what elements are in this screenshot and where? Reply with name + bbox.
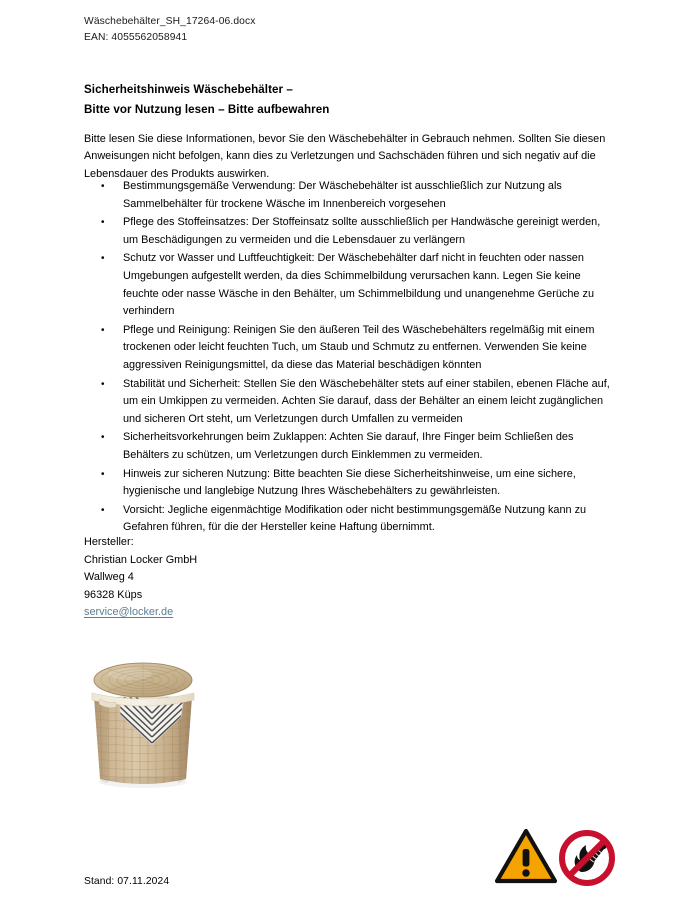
pictogram-row: [495, 828, 617, 890]
product-image: [78, 653, 208, 793]
footer-date: Stand: 07.11.2024: [84, 876, 170, 887]
safety-instructions-list: [84, 178, 612, 538]
manufacturer-street: Wallweg 4: [84, 571, 134, 584]
bullet-marker-icon: •: [101, 432, 105, 444]
intro-paragraph: Bitte lesen Sie diese Informationen, bevor Sie den Wäschebehälter in Gebrauch nehmen. Sollten Sie diesen Anweisungen nicht befolgen, kann dies zu Verletzungen und Sachschäden führen und sich negativ auf die Lebensdauer des Produkts auswirken.: [84, 132, 606, 181]
list-item-text: Schutz vor Wasser und Luftfeuchtigkeit: Der Wäschebehälter darf nicht in feuchten oder nassen Umgebungen aufgestellt werden, da dies Schimmelbildung verursachen kann. Legen Sie keine feuchte oder nasse Wäsche in den Behälter, um Schimmelbildung und unangenehme Gerüche zu verhindern: [123, 252, 595, 318]
list-item: [84, 466, 612, 501]
list-item-text: Vorsicht: Jegliche eigenmächtige Modifikation oder nicht bestimmungsgemäße Nutzung kann zu Gefahren führen, für die der Hersteller keine Haftung übernimmt.: [123, 503, 587, 534]
bullet-marker-icon: •: [101, 504, 105, 516]
no-open-flame-icon: [557, 828, 617, 893]
list-item-text: Pflege des Stoffeinsatzes: Der Stoffeinsatz sollte ausschließlich per Handwäsche gereinigt werden, um Beschädigungen zu vermeiden und die Lebensdauer zu verlängern: [123, 216, 601, 246]
bullet-marker-icon: •: [101, 181, 105, 192]
page-title: [84, 80, 606, 119]
list-item: [84, 376, 612, 429]
manufacturer-label: Hersteller:: [84, 536, 134, 548]
document-header-meta: [84, 14, 255, 45]
list-item-text: Stabilität und Sicherheit: Stellen Sie den Wäschebehälter stets auf einer stabilen, ebenen Fläche auf, um ein Umkippen zu vermeiden. Achten Sie darauf, dass der Behälter an einem leicht zugänglichen und sicheren Ort steht, um Verletzungen durch Umfallen zu vermeiden: [123, 377, 610, 425]
list-item-text: Sicherheitsvorkehrungen beim Zuklappen: Achten Sie darauf, Ihre Finger beim Schließen des Behälters zu schützen, um Verletzungen durch Einklemmen zu vermeiden.: [123, 431, 574, 461]
list-item: [84, 250, 612, 320]
bullet-marker-icon: •: [101, 324, 105, 336]
manufacturer-company: Christian Locker GmbH: [84, 553, 198, 566]
manufacturer-block: [84, 534, 197, 622]
document-ean: EAN: 4055562058941: [84, 31, 188, 43]
list-item: [84, 214, 612, 249]
document-filename: Wäschebehälter_SH_17264-06.docx: [84, 16, 256, 27]
bullet-marker-icon: •: [101, 468, 105, 480]
list-item: [84, 322, 612, 375]
manufacturer-email-link[interactable]: service@locker.de: [84, 606, 174, 619]
page-title-line-2: Bitte vor Nutzung lesen – Bitte aufbewahren: [84, 102, 330, 116]
bullet-marker-icon: •: [101, 217, 105, 229]
bullet-marker-icon: •: [101, 378, 105, 390]
list-item-text: Hinweis zur sicheren Nutzung: Bitte beachten Sie diese Sicherheitshinweise, um eine sichere, hygienische und langlebige Nutzung Ihres Wäschebehälters zu gewährleisten.: [123, 467, 576, 498]
page-title-line-1: Sicherheitshinweis Wäschebehälter –: [84, 83, 293, 96]
list-item: [84, 178, 612, 213]
list-item-text: Pflege und Reinigung: Reinigen Sie den äußeren Teil des Wäschebehälters regelmäßig mit einem trockenen oder leicht feuchten Tuch, um Staub und Schmutz zu entfernen. Verwenden Sie keine aggressiven Reinigungsmittel, da diese das Material beschädigen könnten: [123, 323, 595, 371]
warning-triangle-icon: [495, 828, 557, 891]
bullet-marker-icon: •: [101, 253, 105, 265]
manufacturer-city: 96328 Küps: [84, 588, 143, 601]
list-item: [84, 429, 612, 464]
list-item: [84, 502, 612, 537]
list-item-text: Bestimmungsgemäße Verwendung: Der Wäschebehälter ist ausschließlich zur Nutzung als Sammelbehälter für trockene Wäsche im Innenbereich vorgesehen: [123, 180, 562, 210]
